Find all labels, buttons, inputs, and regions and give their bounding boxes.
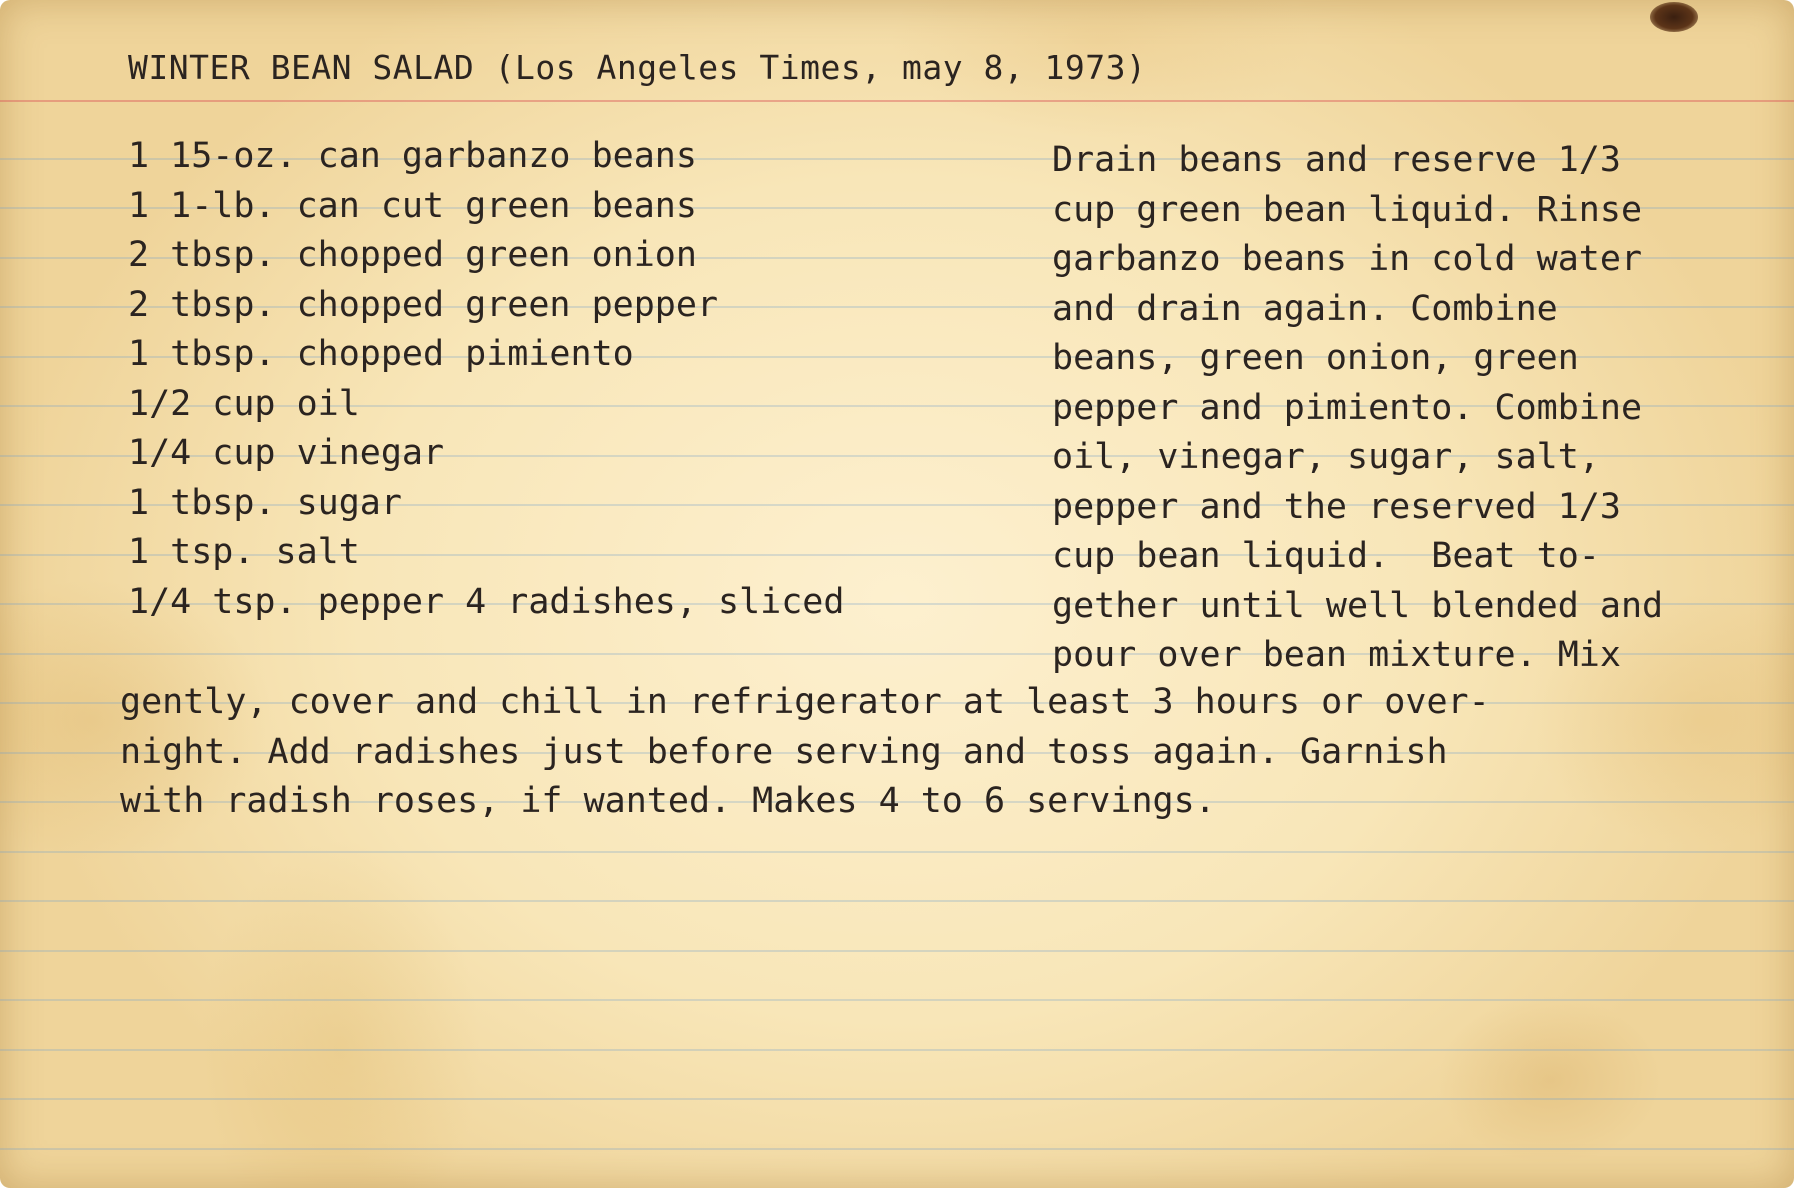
direction-line: Drain beans and reserve 1/3 xyxy=(1052,140,1621,180)
ruled-line xyxy=(0,1098,1794,1100)
ruled-line xyxy=(0,1049,1794,1051)
direction-line: and drain again. Combine xyxy=(1052,288,1558,329)
ingredient-line: 1 tsp. salt xyxy=(128,532,360,572)
ruled-line xyxy=(0,950,1794,952)
direction-line: pepper and the reserved 1/3 xyxy=(1052,486,1621,527)
ingredient-line: 1/4 tsp. pepper 4 radishes, sliced xyxy=(128,581,845,622)
ingredient-line: 2 tbsp. chopped green pepper xyxy=(128,284,719,325)
ingredient-line: 1/4 cup vinegar xyxy=(128,433,445,473)
direction-line: pour over bean mixture. Mix xyxy=(1052,635,1621,675)
direction-line: cup bean liquid. Beat to- xyxy=(1052,536,1600,576)
ingredients-list xyxy=(128,132,844,627)
directions-column xyxy=(1052,136,1663,681)
direction-line: beans, green onion, green xyxy=(1052,338,1579,378)
direction-line: pepper and pimiento. Combine xyxy=(1052,387,1643,428)
directions-continued xyxy=(120,678,1490,827)
ingredient-line: 1 15-oz. can garbanzo beans xyxy=(128,136,697,176)
ingredient-line: 1/2 cup oil xyxy=(128,383,360,424)
direction-line: oil, vinegar, sugar, salt, xyxy=(1052,437,1600,477)
direction-line: cup green bean liquid. Rinse xyxy=(1052,189,1643,230)
header-rule xyxy=(0,100,1794,102)
ingredient-line: 1 tbsp. sugar xyxy=(128,482,402,523)
ruled-line xyxy=(0,999,1794,1001)
direction-line: with radish roses, if wanted. Makes 4 to 6 servings. xyxy=(120,781,1216,821)
recipe-title: WINTER BEAN SALAD (Los Angeles Times, may 8, 1973) xyxy=(128,48,1147,87)
direction-line: night. Add radishes just before serving and toss again. Garnish xyxy=(120,731,1448,772)
ruled-line xyxy=(0,1148,1794,1150)
ruled-line xyxy=(0,900,1794,902)
ingredient-line: 1 tbsp. chopped pimiento xyxy=(128,334,634,374)
ruled-line xyxy=(0,851,1794,853)
direction-line: gently, cover and chill in refrigerator at least 3 hours or over- xyxy=(120,682,1490,722)
ingredient-line: 2 tbsp. chopped green onion xyxy=(128,235,697,275)
direction-line: gether until well blended and xyxy=(1052,585,1664,626)
ingredient-line: 1 1-lb. can cut green beans xyxy=(128,185,697,226)
direction-line: garbanzo beans in cold water xyxy=(1052,239,1643,279)
ink-stain xyxy=(1650,2,1698,32)
